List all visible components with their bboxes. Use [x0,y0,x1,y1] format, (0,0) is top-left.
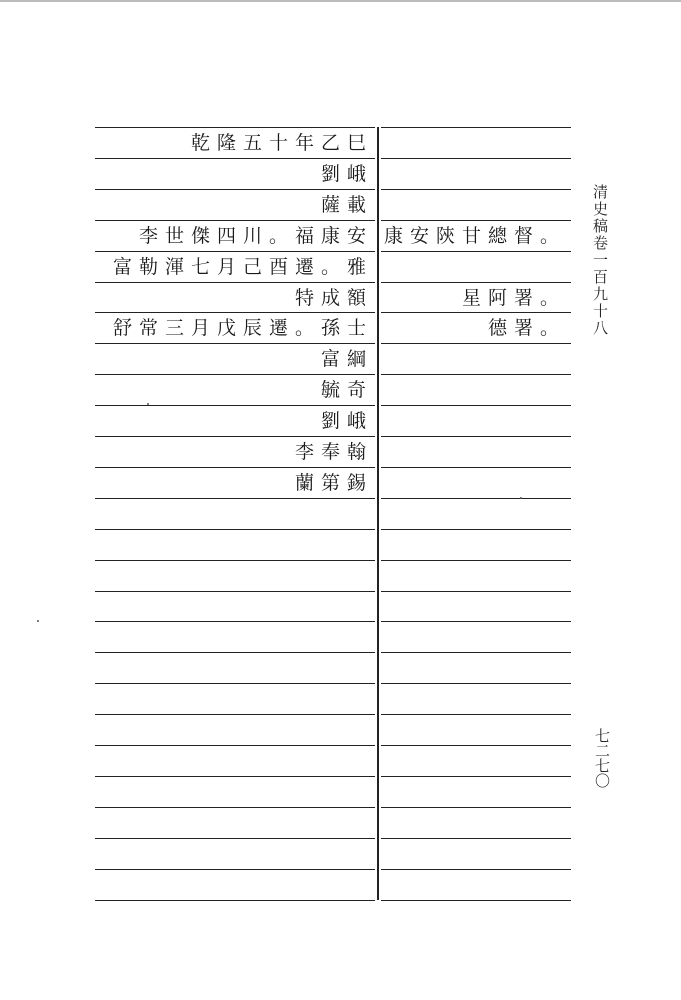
row-left-entry: 特成額 [294,287,373,309]
row-right-entry [384,530,566,560]
row-rule-right [381,900,571,901]
row-left-entry: 毓奇 [320,379,373,401]
row-left-entry [97,561,373,591]
row-left-entry [97,808,373,838]
row-right-entry [384,808,566,838]
row-left-entry [97,499,373,529]
row-right-entry [384,406,566,436]
print-speck [520,497,522,499]
row-left-entry: 蘭第錫 [294,472,373,494]
row-right-entry [384,653,566,683]
page-number: 七二七〇 [593,728,611,788]
row-right-entry [384,592,566,622]
row-right-entry [384,437,566,467]
row-left-entry [97,839,373,869]
row-right-entry [384,159,566,189]
margin-title: 清史稿卷一百九十八 [591,184,609,337]
row-left-entry: 富綱 [320,348,373,370]
row-left-entry: 乾隆五十年乙巳 [190,132,373,154]
row-right-entry [384,684,566,714]
row-left-entry: 薩載 [320,194,373,216]
row-right-entry [384,715,566,745]
row-right-entry [384,746,566,776]
row-left-entry [97,622,373,652]
row-right-entry [384,499,566,529]
row-right-entry [384,622,566,652]
row-left-entry: 劉峨 [320,163,373,185]
row-left-entry [97,870,373,900]
row-left-entry [97,684,373,714]
row-left-entry [97,653,373,683]
row-right-entry: 康安陝甘總督。 [384,225,567,247]
row-right-entry [384,777,566,807]
row-right-entry [384,468,566,498]
row-right-entry [384,344,566,374]
row-left-entry [97,592,373,622]
row-right-entry [384,252,566,282]
column-divider [377,127,379,900]
row-right-entry [384,190,566,220]
row-left-entry: 李奉翰 [294,441,373,463]
row-left-entry: 舒常三月戊辰遷。孫士 [112,317,373,339]
row-right-entry [384,375,566,405]
print-speck [37,620,39,622]
print-speck [147,403,149,405]
row-left-entry: 富勒渾七月己酉遷。雅 [112,256,373,278]
row-left-entry [97,715,373,745]
row-right-entry [384,561,566,591]
row-right-entry: 星阿署。 [461,287,566,309]
row-left-entry [97,746,373,776]
row-right-entry: 德署。 [487,317,566,339]
row-left-entry: 劉峨 [320,410,373,432]
table-bottom-rule [95,900,375,901]
row-left-entry [97,777,373,807]
row-left-entry [97,530,373,560]
row-right-entry [384,839,566,869]
row-left-entry: 李世傑四川。福康安 [138,225,373,247]
row-right-entry [384,128,566,158]
row-right-entry [384,870,566,900]
page-top-border [0,0,681,2]
